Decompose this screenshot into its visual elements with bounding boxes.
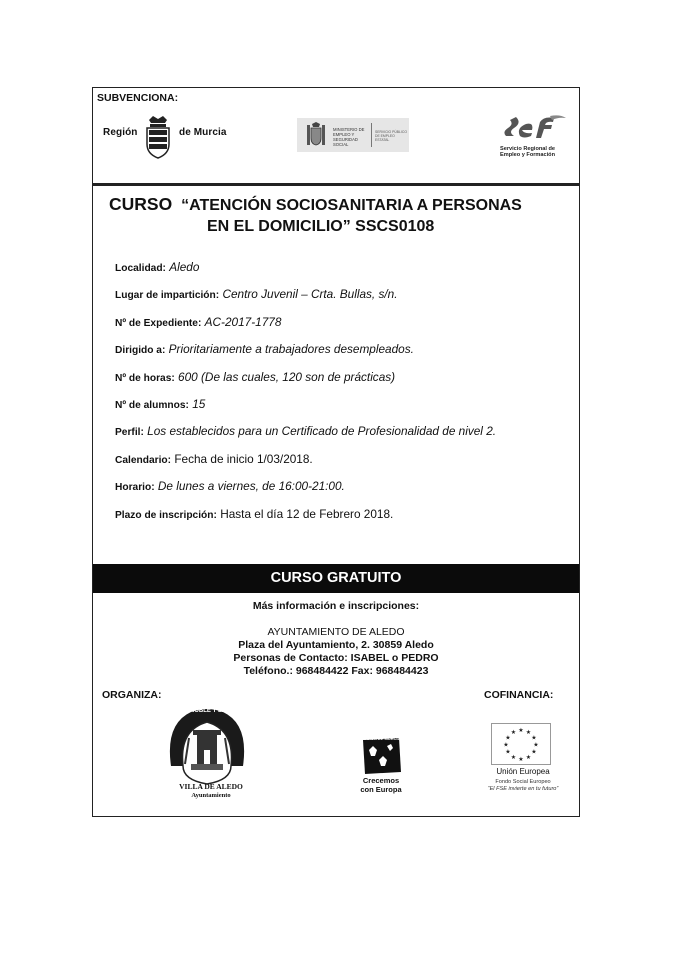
sepe-text: SERVICIO PÚBLICO DE EMPLEO ESTATAL (375, 130, 407, 142)
free-course-banner: CURSO GRATUITO (93, 564, 579, 593)
contact-heading: Más información e inscripciones: (252, 600, 420, 612)
svg-text:★: ★ (533, 741, 539, 749)
detail-row-horario (115, 480, 565, 507)
detail-row-localidad (115, 261, 565, 288)
detail-label: Plazo de inscripción: (115, 509, 217, 521)
ministerio-text: MINISTERIO DE EMPLEO Y SEGURIDAD SOCIAL (333, 127, 365, 147)
ministerio-divider (371, 123, 372, 147)
svg-text:★: ★ (531, 748, 537, 756)
svg-text:★: ★ (518, 756, 524, 763)
detail-label: Nº de alumnos: (115, 399, 189, 411)
crecemos-con-europa-logo (355, 736, 407, 798)
course-details (115, 261, 565, 535)
poster-frame (92, 87, 580, 817)
ue-fund: Fondo Social Europeo (495, 779, 551, 785)
svg-text:★: ★ (510, 729, 517, 736)
svg-text:★: ★ (505, 734, 511, 742)
detail-row-expediente (115, 316, 565, 343)
detail-value: Centro Juvenil – Crta. Bullas, s/n. (222, 287, 398, 302)
sef-logo (498, 114, 578, 162)
contact-address: Plaza del Ayuntamiento, 2. 30859 Aledo (238, 639, 434, 651)
region-murcia-text-left: Región (103, 127, 138, 138)
detail-row-perfil (115, 425, 565, 452)
course-title-line1 (109, 194, 569, 216)
detail-value: De lunes a viernes, de 16:00-21:00. (157, 479, 345, 494)
crecemos-line2: con Europa (360, 785, 402, 794)
svg-text:★: ★ (510, 754, 517, 761)
detail-value: AC-2017-1778 (204, 314, 282, 329)
crecemos-top: REGIÓN DE MURCIA (361, 736, 401, 741)
detail-row-calendario (115, 453, 565, 480)
svg-text:★: ★ (525, 754, 532, 761)
detail-label: Nº de Expediente: (115, 317, 202, 329)
detail-value: Aledo (169, 260, 200, 274)
sef-text-line1: Servicio Regional de (500, 146, 556, 152)
region-murcia-logo (103, 114, 233, 162)
detail-label: Lugar de impartición: (115, 290, 220, 302)
detail-value: Hasta el día 12 de Febrero 2018. (220, 506, 394, 521)
contact-org: AYUNTAMIENTO DE ALEDO (267, 626, 405, 638)
detail-label: Dirigido a: (115, 345, 166, 357)
course-title-text-1: “ATENCIÓN SOCIOSANITARIA A PERSONAS (181, 197, 522, 214)
ue-name: Unión Europea (496, 767, 550, 776)
cofinancia-label: COFINANCIA: (484, 689, 554, 701)
svg-text:★: ★ (505, 748, 511, 756)
svg-text:★: ★ (531, 734, 537, 742)
murcia-crest-icon (141, 114, 175, 160)
detail-label: Nº de horas: (115, 372, 175, 384)
header-divider (93, 183, 579, 186)
spain-coat-of-arms-icon (303, 122, 329, 148)
sef-text-line2: Empleo y Formación (500, 152, 556, 159)
svg-text:★: ★ (518, 727, 524, 734)
subvenciona-label: SUBVENCIONA: (97, 92, 179, 104)
eu-flag-icon (491, 723, 551, 765)
detail-value: Prioritariamente a trabajadores desempleados. (168, 342, 414, 357)
organiza-label: ORGANIZA: (102, 689, 162, 701)
crecemos-line1: Crecemos (362, 776, 400, 785)
villa-aledo-logo (161, 704, 253, 804)
detail-label: Localidad: (115, 263, 166, 274)
detail-value: 15 (192, 396, 206, 411)
detail-row-lugar (115, 288, 565, 315)
sef-brand-icon (500, 114, 570, 144)
detail-label: Horario: (115, 482, 155, 494)
detail-label: Perfil: (115, 427, 144, 439)
detail-value: Fecha de inicio 1/03/2018. (174, 451, 313, 466)
detail-value: 600 (De las cuales, 120 son de prácticas) (178, 369, 396, 384)
sef-text (500, 146, 580, 159)
svg-text:★: ★ (503, 741, 509, 749)
course-title (109, 194, 569, 237)
detail-row-plazo (115, 508, 565, 535)
aledo-name: VILLA DE ALEDO (179, 782, 243, 791)
svg-text:★: ★ (525, 729, 532, 736)
ministerio-empleo-logo (297, 118, 409, 152)
aledo-sub: Ayuntamiento (191, 792, 231, 799)
crecemos-flag-icon (355, 736, 407, 776)
detail-value: Los establecidos para un Certificado de Profesionalidad de nivel 2. (147, 424, 497, 439)
course-title-prefix: CURSO (109, 194, 173, 214)
detail-row-dirigido (115, 343, 565, 370)
detail-row-alumnos (115, 398, 565, 425)
ue-slogan: “El FSE invierte en tu futuro” (487, 785, 559, 792)
contact-phones: Teléfono.: 968484422 Fax: 968484423 (243, 665, 429, 677)
region-murcia-text-right: de Murcia (179, 127, 227, 138)
eu-stars-icon (492, 724, 550, 764)
detail-label: Calendario: (115, 454, 172, 466)
contact-persons: Personas de Contacto: ISABEL o PEDRO (233, 652, 439, 664)
ue-fund-block (473, 779, 573, 792)
detail-row-horas (115, 371, 565, 398)
union-europea-logo (473, 723, 573, 798)
course-title-line2: EN EL DOMICILIO” SSCS0108 (207, 218, 435, 235)
aledo-motto: MUY NOBLE Y LEAL (175, 708, 234, 714)
